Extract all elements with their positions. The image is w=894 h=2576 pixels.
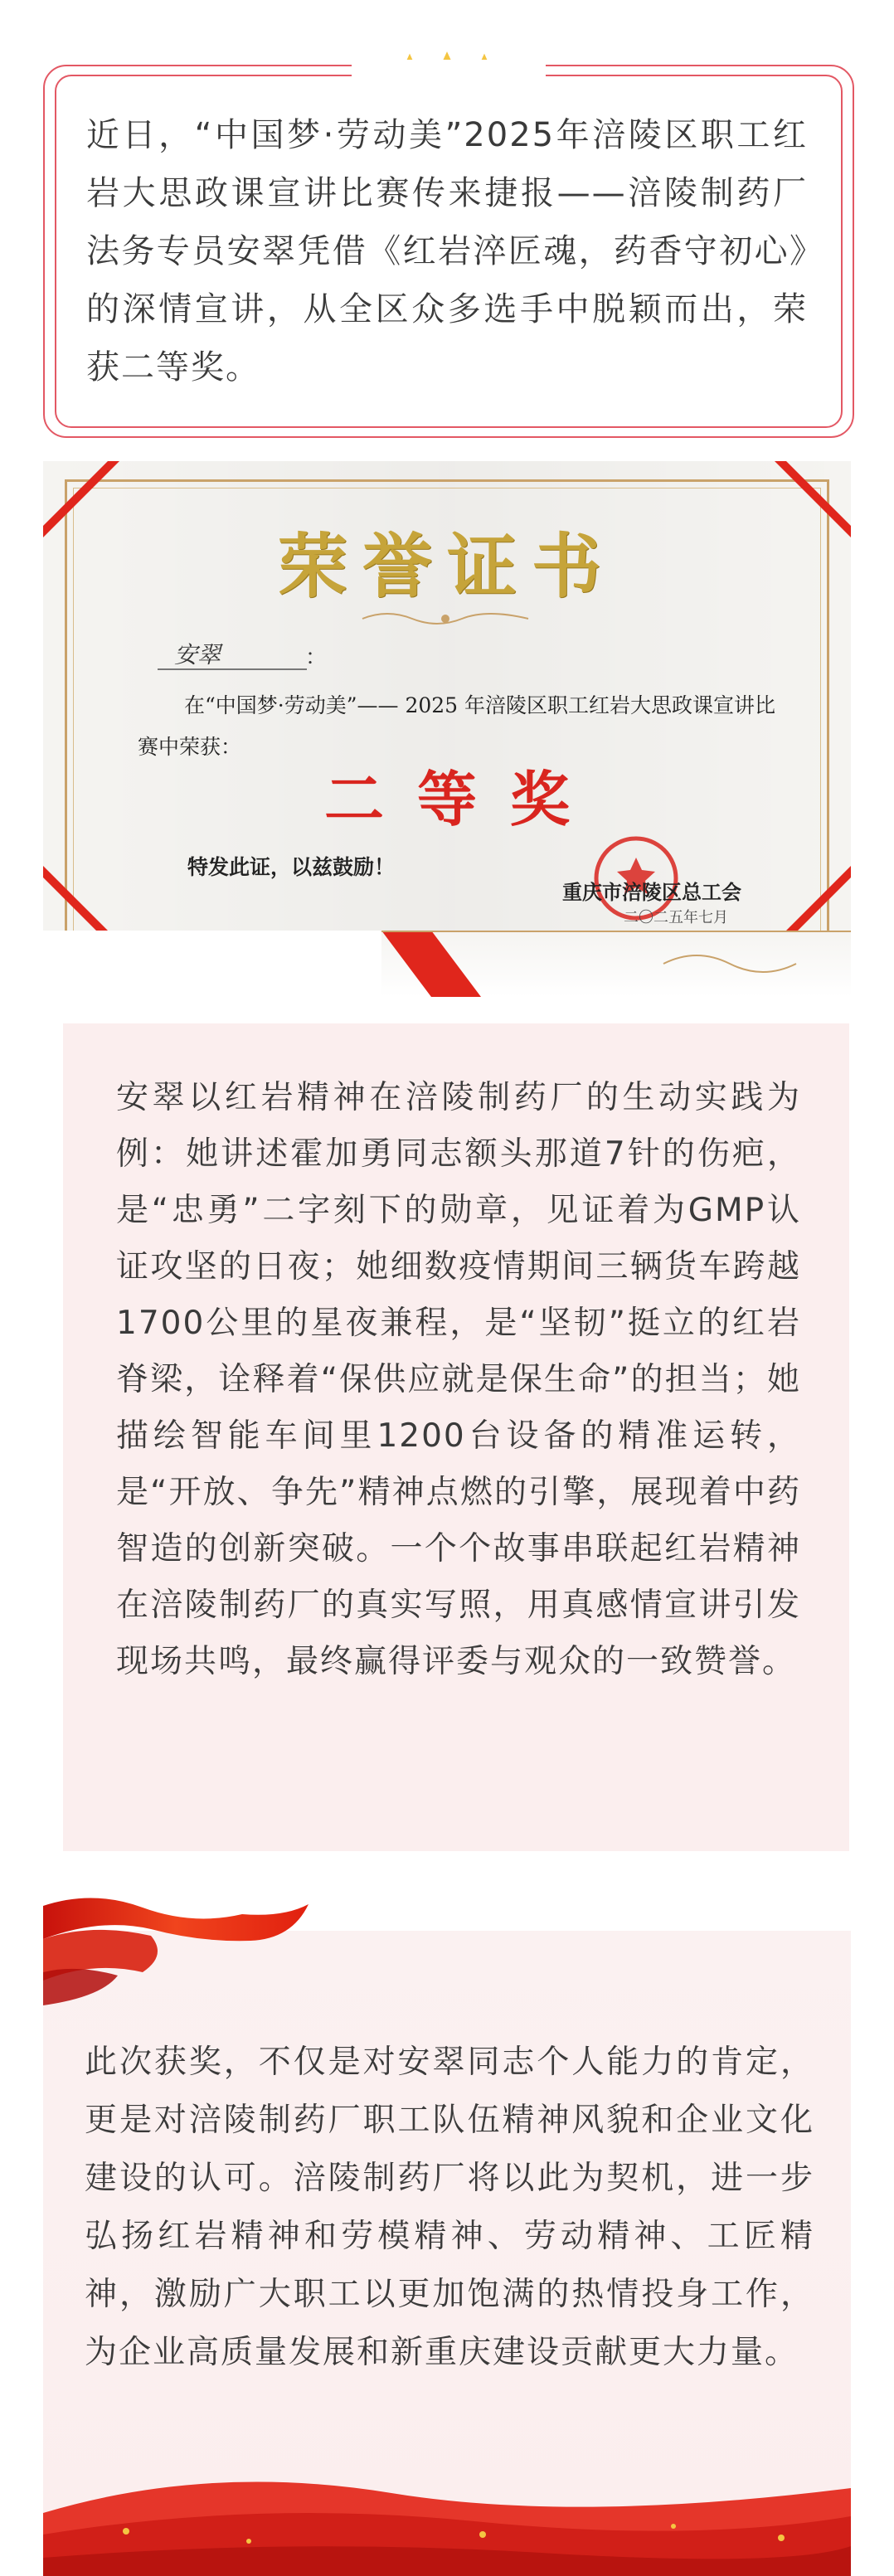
certificate-title: 荣誉证书	[277, 525, 616, 607]
certificate-date: 二〇二五年七月	[624, 909, 728, 926]
story-paragraph: 安翠以红岩精神在涪陵制药厂的生动实践为例：她讲述霍加勇同志额头那道7针的伤疤，是“忠勇”二字刻下的勋章，见证着为GMP认证攻坚的日夜；她细数疫情期间三辆货车跨越1700公里的星夜兼程，是“坚韧”挺立的红岩脊梁，诠释着“保供应就是保生命”的担当；她描绘智能车间里1200台设备的精准运转，是“开放、争先”精神点燃的引擎，展现着中药智造的创新突破。一个个故事串联起红岩精神在涪陵制药厂的真实写照，用真感情宣讲引发现场共鸣，最终赢得评委与观众的一致赞誉。	[116, 1079, 801, 1680]
certificate-bottom-edge	[381, 931, 851, 997]
honor-certificate	[43, 461, 851, 931]
ornament-icon	[381, 931, 851, 997]
certificate-body: 在“中国梦·劳动美”—— 2025 年涪陵区职工红岩大思政课宣讲比赛中荣获：	[138, 693, 776, 759]
certificate-issuer: 重庆市涪陵区总工会	[562, 880, 741, 904]
certificate-recipient: 安翠	[158, 637, 307, 670]
story-section	[63, 1023, 849, 1851]
ornament-icon	[354, 609, 537, 629]
certificate-colon: ：	[305, 645, 328, 670]
red-wave-decoration	[43, 2455, 851, 2576]
conclusion-paragraph: 此次获奖，不仅是对安翠同志个人能力的肯定，更是对涪陵制药厂职工队伍精神风貌和企业文化建设的认可。涪陵制药厂将以此为契机，进一步弘扬红岩精神和劳模精神、劳动精神、工匠精神，激励广大职工以更加饱满的热情投身工作，为企业高质量发展和新重庆建设贡献更大力量。	[85, 2044, 814, 2371]
intro-paragraph: 近日，“中国梦·劳动美”2025年涪陵区职工红岩大思政课宣讲比赛传来捷报——涪陵制药厂法务专员安翠凭借《红岩淬匠魂，药香守初心》的深情宣讲，从全区众多选手中脱颖而出，荣获二等奖。	[86, 116, 808, 386]
red-flag-icon	[43, 1889, 317, 2005]
certificate-prize: 二等奖	[323, 764, 603, 834]
certificate-closing: 特发此证，以兹鼓励！	[187, 855, 396, 879]
